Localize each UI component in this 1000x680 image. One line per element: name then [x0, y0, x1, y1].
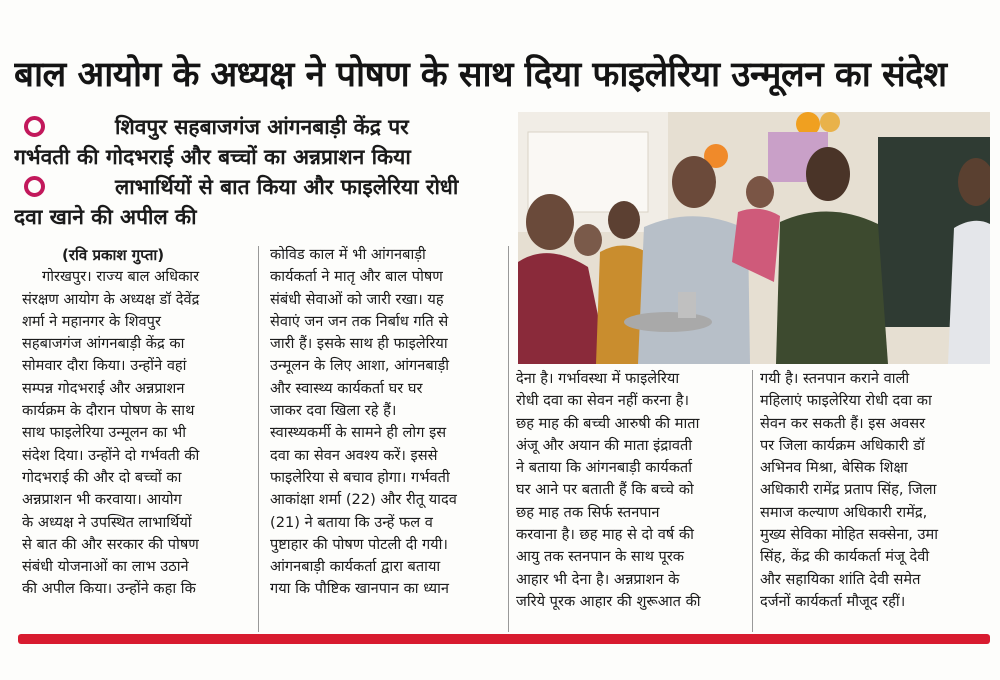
subhead-2-line-1: लाभार्थियों से बात किया और फाइलेरिया रोधी	[115, 175, 459, 199]
column-2-line: (21) ने बताया कि उन्हें फल व	[270, 513, 433, 531]
column-2-line: पुष्टाहार की पोषण पोटली दी गयी।	[270, 535, 448, 553]
article-column-2	[270, 244, 502, 601]
column-2-line: गया कि पौष्टिक खानपान का ध्यान	[270, 580, 450, 598]
column-3-line: जरिये पूरक आहार की शुरूआत की	[516, 592, 701, 610]
event-photo	[518, 112, 990, 364]
column-4-line: अभिनव मिश्रा, बेसिक शिक्षा	[760, 459, 908, 477]
column-4-line: सिंह, केंद्र की कार्यकर्ता मंजू देवी	[760, 548, 930, 566]
column-1-line: सहबाजगंज आंगनबाड़ी केंद्र का	[22, 335, 185, 353]
column-2-line: दवा का सेवन अवश्य करें। इससे	[270, 446, 438, 464]
column-4-line: और सहायिका शांति देवी समेत	[760, 570, 921, 588]
event-photo-illustration	[518, 112, 990, 364]
column-1-line: संबंधी योजनाओं का लाभ उठाने	[22, 558, 189, 576]
column-4-line: दर्जनों कार्यकर्ता मौजूद रहीं।	[760, 592, 906, 610]
column-divider	[508, 246, 509, 632]
column-3-line: छह माह तक सिर्फ स्तनपान	[516, 503, 660, 521]
column-2-line: सेवाएं जन जन तक निर्बाध गति से	[270, 312, 449, 330]
column-1-line: की अपील किया। उन्होंने कहा कि	[22, 580, 196, 598]
column-4-line: पर जिला कार्यक्रम अधिकारी डॉ	[760, 436, 925, 454]
column-2-line: आंगनबाड़ी कार्यकर्ता द्वारा बताया	[270, 558, 441, 576]
column-4-line: अधिकारी रामेंद्र प्रताप सिंह, जिला	[760, 481, 937, 499]
column-1-line: के अध्यक्ष ने उपस्थित लाभार्थियों	[22, 513, 192, 531]
column-1-line: शर्मा ने महानगर के शिवपुर	[22, 312, 161, 330]
column-4-line: समाज कल्याण अधिकारी रामेंद्र,	[760, 503, 928, 521]
headline: बाल आयोग के अध्यक्ष ने पोषण के साथ दिया फाइलेरिया उन्मूलन का संदेश	[14, 55, 947, 95]
bullet-ring-icon	[24, 116, 45, 137]
column-3-line: अंजू और अयान की माता इंद्रावती	[516, 436, 693, 454]
column-2-line: जारी हैं। इसके साथ ही फाइलेरिया	[270, 335, 448, 353]
column-2-line: कोविड काल में भी आंगनबाड़ी	[270, 246, 426, 263]
column-2-line: कार्यकर्ता ने मातृ और बाल पोषण	[270, 268, 443, 286]
column-1-line: संरक्षण आयोग के अध्यक्ष डॉ देवेंद्र	[22, 290, 200, 308]
column-3-line: घर आने पर बताती हैं कि बच्चे को	[516, 481, 694, 499]
column-2-line: स्वास्थ्यकर्मी के सामने ही लोग इस	[270, 424, 447, 442]
byline: (रवि प्रकाश गुप्ता)	[62, 246, 165, 264]
column-1-line: कार्यक्रम के दौरान पोषण के साथ	[22, 402, 195, 420]
column-2-line: और स्वास्थ्य कार्यकर्ता घर घर	[270, 379, 423, 397]
article-column-4	[760, 368, 992, 613]
article-column-1	[22, 244, 248, 601]
column-4-line: मुख्य सेविका मोहित सक्सेना, उमा	[760, 526, 939, 544]
footer-color-bar	[18, 634, 990, 644]
column-3-line: देना है। गर्भावस्था में फाइलेरिया	[516, 370, 680, 387]
column-1-line: गोदभराई की और दो बच्चों का	[22, 468, 182, 486]
bullet-ring-icon	[24, 176, 45, 197]
article-column-3	[516, 368, 748, 613]
column-3-line: रोधी दवा का सेवन नहीं करना है।	[516, 392, 690, 410]
column-4-line: महिलाएं फाइलेरिया रोधी दवा का	[760, 392, 932, 410]
column-4-line: गयी है। स्तनपान कराने वाली	[760, 370, 910, 387]
column-1-line: साथ फाइलेरिया उन्मूलन का भी	[22, 424, 186, 442]
subhead-1	[14, 112, 510, 172]
column-3-line: ने बताया कि आंगनबाड़ी कार्यकर्ता	[516, 459, 693, 477]
subhead-1-line-2: गर्भवती की गोदभराई और बच्चों का अन्नप्राशन किया	[14, 145, 411, 169]
column-4-line: सेवन कर सकती हैं। इस अवसर	[760, 414, 926, 432]
column-3-line: छह माह की बच्ची आरुषी की माता	[516, 414, 700, 432]
column-2-line: फाइलेरिया से बचाव होगा। गर्भवती	[270, 468, 450, 486]
column-1-line: संदेश दिया। उन्होंने दो गर्भवती की	[22, 446, 200, 464]
column-3-line: आहार भी देना है। अन्नप्राशन के	[516, 570, 680, 588]
subhead-2	[14, 172, 510, 232]
subhead-2-line-2: दवा खाने की अपील की	[14, 205, 197, 229]
column-1-line: सोमवार दौरा किया। उन्होंने वहां	[22, 357, 187, 375]
column-1-line: अन्नप्राशन भी करवाया। आयोग	[22, 491, 182, 509]
column-1-line: सम्पन्न गोदभराई और अन्नप्राशन	[22, 379, 185, 397]
column-divider	[258, 246, 259, 632]
column-1-line: से बात की और सरकार की पोषण	[22, 535, 199, 553]
column-1-line: गोरखपुर। राज्य बाल अधिकार	[42, 268, 200, 286]
column-2-line: आकांक्षा शर्मा (22) और रीतू यादव	[270, 491, 457, 509]
column-2-line: उन्मूलन के लिए आशा, आंगनबाड़ी	[270, 357, 450, 375]
subhead-1-line-1: शिवपुर सहबाजगंज आंगनबाड़ी केंद्र पर	[115, 115, 409, 139]
column-3-line: करवाना है। छह माह से दो वर्ष की	[516, 526, 694, 544]
column-2-line: संबंधी सेवाओं को जारी रखा। यह	[270, 290, 444, 308]
column-2-line: जाकर दवा खिला रहे हैं।	[270, 402, 397, 420]
column-3-line: आयु तक स्तनपान के साथ पूरक	[516, 548, 685, 566]
column-divider	[752, 370, 753, 632]
